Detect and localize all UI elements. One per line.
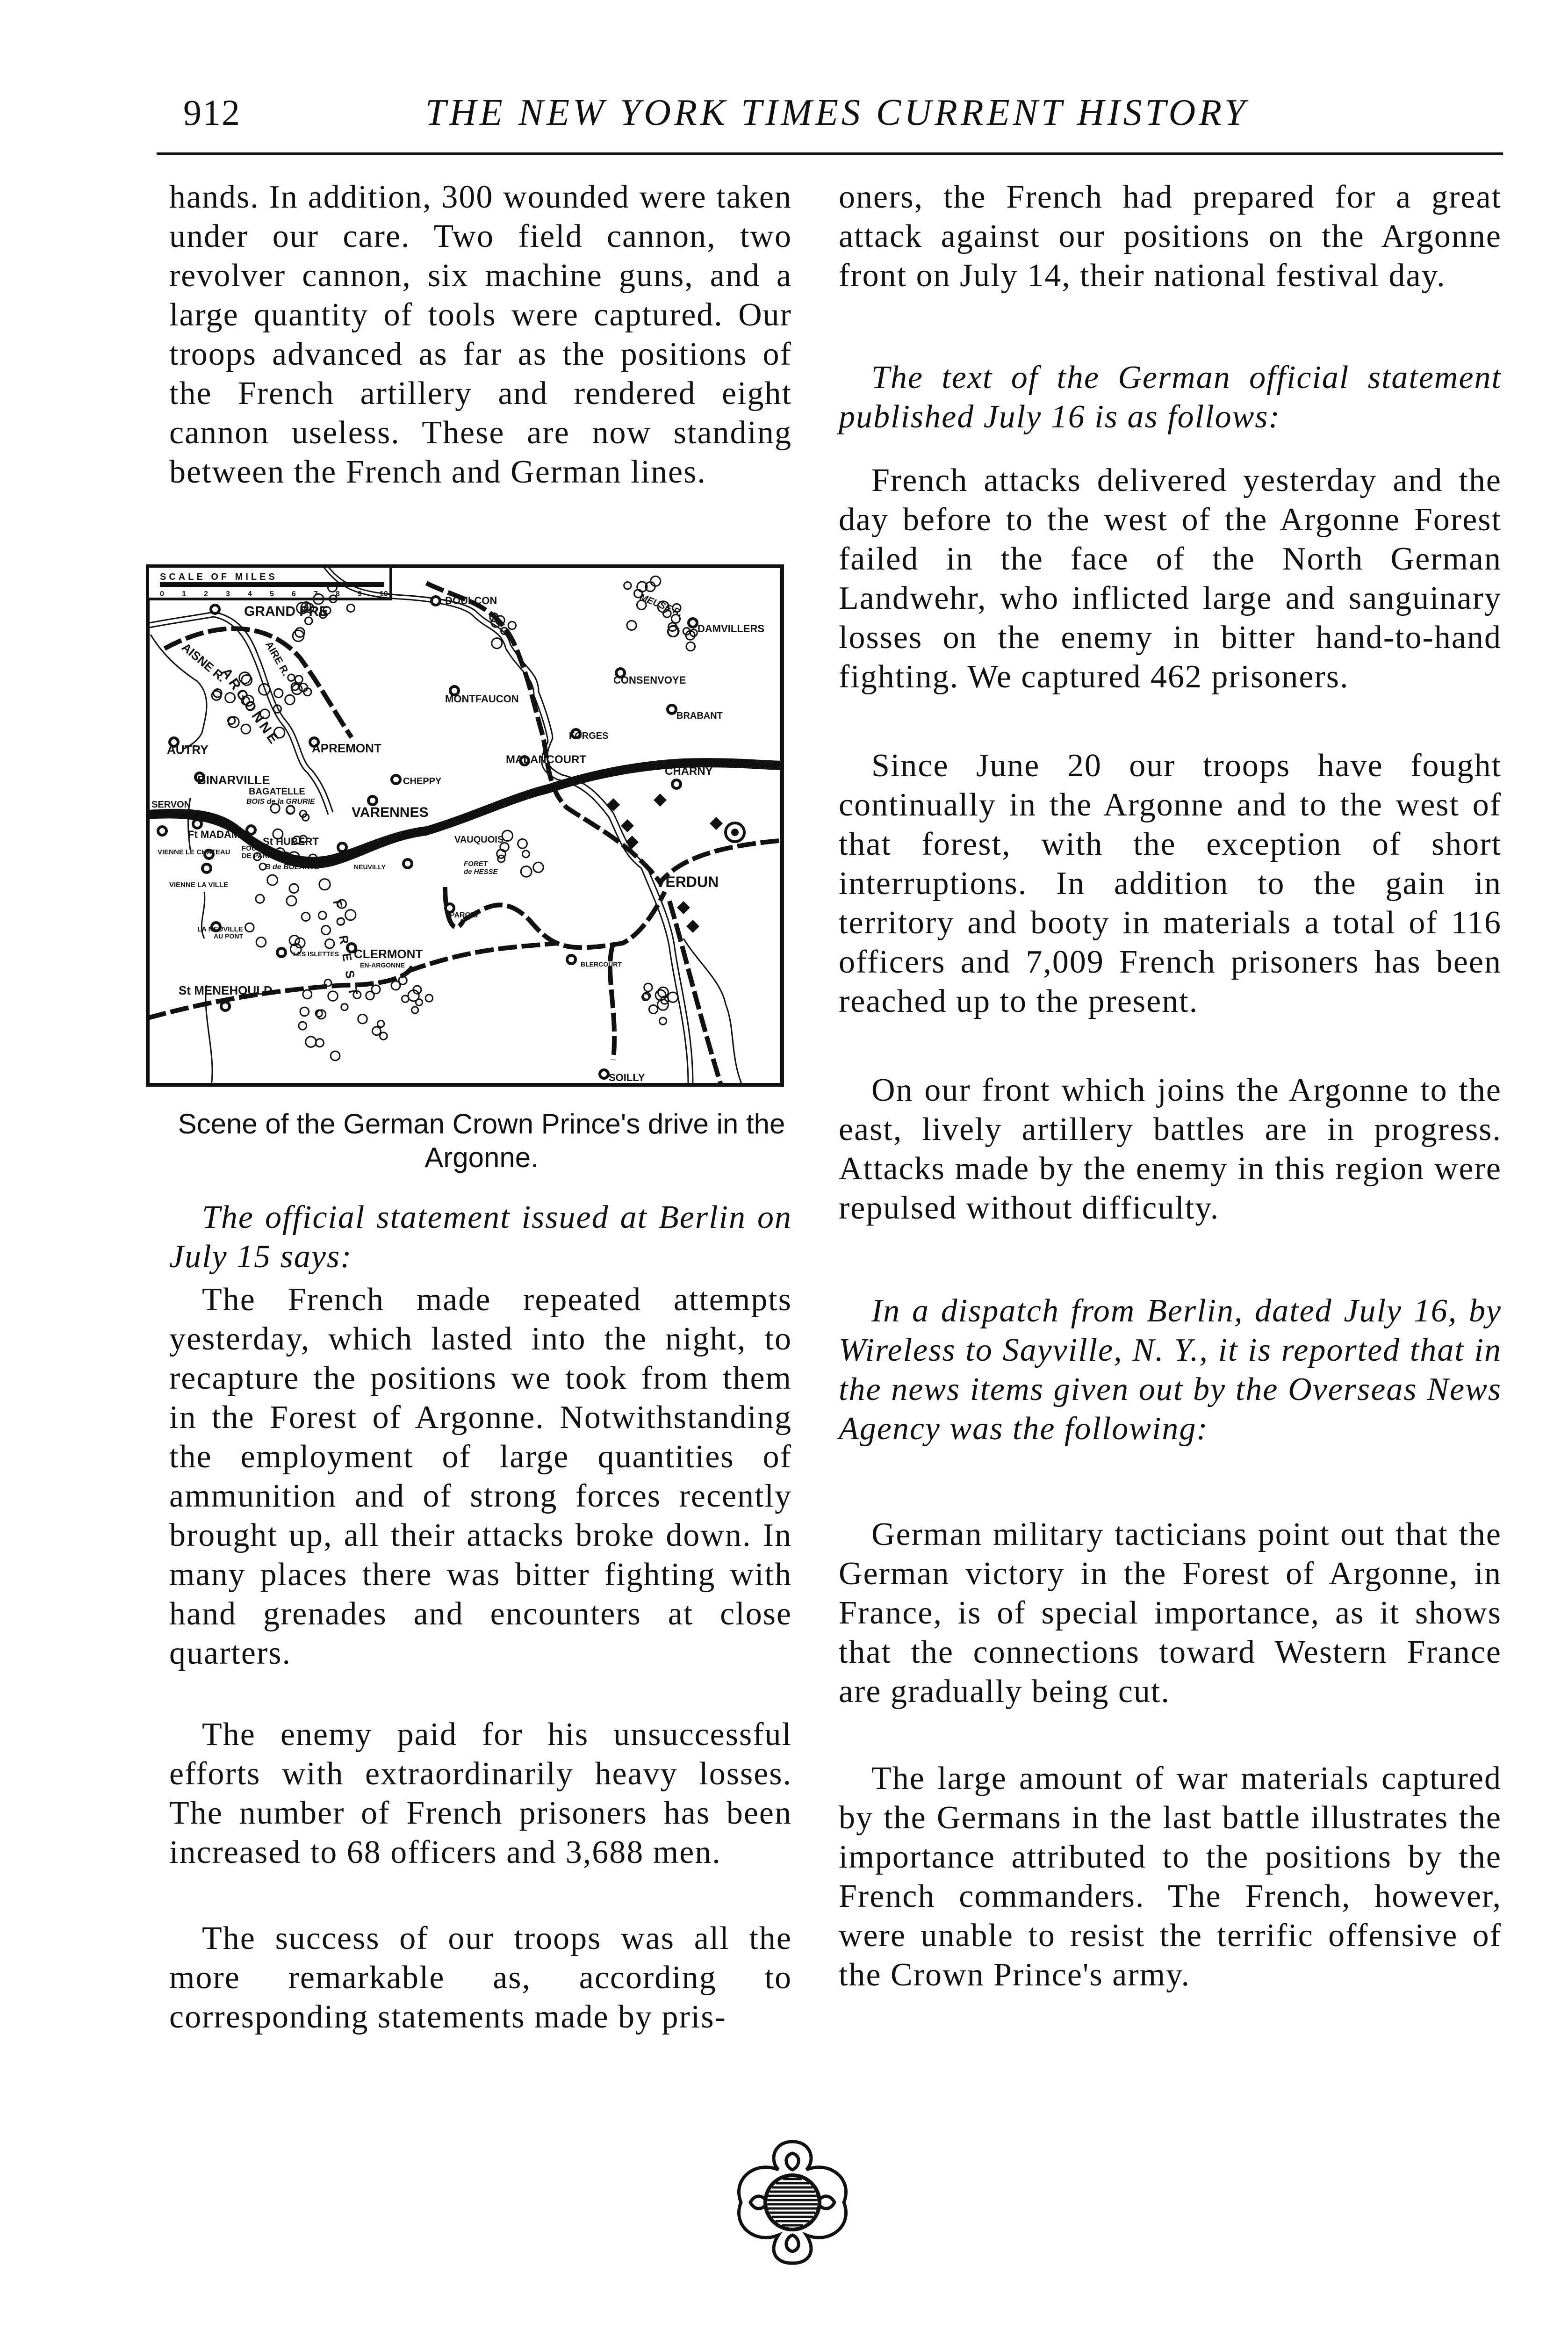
right-paragraph-6: The large amount of war materials captured by the Germans in the last battle illustrates the importance attributed to the positions by the French commanders. The French, however, were unable to resist the terrific offensive of the Crown Prince's army. (839, 1761, 1502, 1993)
town-marker (567, 955, 575, 964)
label-ft-madame: Ft MADAME (188, 829, 247, 840)
label-bagatelle: BAGATELLE (249, 787, 305, 797)
scale-tick-label: 8 (336, 590, 340, 598)
label-au-pont: AU PONT (214, 932, 243, 940)
label-la-neuville: LA NEUVILLE (197, 925, 243, 933)
label-blercourt: BLERCOURT (581, 960, 622, 968)
scale-title: SCALE OF MILES (160, 572, 278, 582)
label-varennes: VARENNES (352, 805, 429, 820)
town-marker (247, 826, 255, 834)
town-marker (221, 1002, 230, 1010)
label-brabant: BRABANT (676, 711, 723, 721)
scale-tick-label: 6 (292, 590, 296, 598)
town-marker (668, 705, 676, 714)
label-four: FOUR (242, 844, 262, 852)
town-marker (689, 619, 697, 627)
label-les-islettes: LES ISLETTES (293, 950, 339, 958)
label-bolante: B de BOLANTE (265, 863, 320, 871)
label-st-hubert: St HUBERT (263, 836, 319, 847)
town-marker (211, 605, 219, 613)
label-doulcon: DOULCON (445, 595, 497, 606)
town-marker (158, 827, 166, 835)
scale-of-miles (148, 566, 391, 599)
right-paragraph-2: French attacks delivered yesterday and the day before to the west of the Argonne Forest failed in the face of the North German Landwehr, who inflicted large and sanguinary losses on the enemy in bitter hand-to-hand fighting. We captured 462 prisoners. (839, 462, 1502, 695)
town-marker (368, 796, 377, 805)
label-forest: FOREST (330, 899, 362, 1006)
scale-tick-label: 3 (226, 590, 230, 598)
scale-tick-label: 4 (248, 590, 252, 598)
town-marker (600, 1070, 608, 1078)
town-marker (277, 948, 286, 957)
label-bois-grurie: BOIS de la GRURIE (246, 798, 315, 806)
scale-tick-label: 10 (380, 590, 388, 598)
map-caption: Scene of the German Crown Prince's drive in the Argonne. (178, 1108, 785, 1173)
label-soilly: SOILLY (609, 1072, 645, 1083)
label-consenvoye: CONSENVOYE (613, 674, 686, 686)
left-paragraph-2: The French made repeated attempts yesterday, which lasted into the night, to recapture the positions we took from them in the Forest of Argonne. Notwithstanding the employment of large quantities of ammunition and of strong forces recently brought up, all their attacks broke down. In many places there was bitter fighting with hand grenades and encounters at close quarters. (169, 1282, 792, 1671)
town-marker (392, 775, 400, 784)
town-marker (432, 597, 440, 605)
label-forges: FORGES (569, 731, 609, 741)
label-malancourt: MALANCOURT (506, 753, 586, 766)
label-st-menehould: St MENEHOULD (179, 983, 273, 997)
right-paragraph-3: Since June 20 our troops have fought continually in the Argonne and to the west of that forest, with the exception of short interruptions. In addition to the gain in territory and booty in materials a total of 116 officers and 7,009 French prisoners has been reached up to the present. (839, 748, 1502, 1019)
running-title: THE NEW YORK TIMES CURRENT HISTORY (425, 92, 1249, 133)
label-vienne-ville: VIENNE LA VILLE (169, 881, 229, 889)
label-parois: PAROIS (450, 911, 478, 919)
label-charny: CHARNY (665, 765, 713, 778)
right-intro-2: In a dispatch from Berlin, dated July 16, by Wireless to Sayville, N. Y., it is reported that in the news items given out by the Overseas News Agency was the following: (839, 1293, 1502, 1447)
scale-tick-label: 9 (358, 590, 362, 598)
label-autry: AUTRY (167, 743, 209, 757)
label-cheppy: CHEPPY (403, 776, 442, 787)
town-marker (403, 859, 412, 868)
label-en-argonne: EN-ARGONNE (360, 961, 405, 969)
label-grand-pre: GRAND PRE (244, 604, 329, 619)
label-aisne: AISNE R. (179, 640, 229, 685)
label-damvillers: DAMVILLERS (698, 623, 764, 635)
argonne-map (146, 564, 784, 1087)
label-neuvilly: NEUVILLY (354, 863, 386, 871)
label-argonne: ARGONNE (218, 665, 283, 749)
right-paragraph-4: On our front which joins the Argonne to the east, lively artillery battles are in progress. Attacks made by the enemy in this region were repulsed without difficulty. (839, 1072, 1502, 1226)
town-marker (338, 843, 346, 851)
page-number: 912 (183, 92, 241, 133)
label-meuse: MEUSE R. (638, 592, 684, 619)
left-paragraph-1: hands. In addition, 300 wounded were taken under our care. Two field cannon, two revolver cannon, six machine guns, and a large quantity of tools were captured. Our troops advanced as far as the positions of the French artillery and rendered eight cannon useless. These are now standing between the French and German lines. (169, 179, 792, 490)
label-aire: AIRE R. (263, 639, 292, 678)
scale-tick-label: 2 (204, 590, 208, 598)
label-de-paris: DE PARIS (242, 852, 274, 860)
scale-tick-label: 7 (314, 590, 318, 598)
right-paragraph-5: German military tacticians point out that the German victory in the Forest of Argonne, in France, is of special importance, as it shows that the connections toward Western France are gradually being cut. (839, 1516, 1502, 1710)
label-vienne-chateau: VIENNE LE CHATEAU (158, 848, 230, 856)
town-marker (672, 780, 681, 788)
label-de-hesse: de HESSE (464, 868, 498, 876)
scale-tick-label: 1 (182, 590, 186, 598)
scale-tick-label: 5 (270, 590, 274, 598)
left-paragraph-4: The success of our troops was all the more remarkable as, according to corresponding statements made by pris- (169, 1920, 792, 2035)
label-clermont: CLERMONT (354, 947, 423, 961)
label-binarville: BINARVILLE (197, 773, 270, 787)
scale-tick-label: 0 (160, 590, 164, 598)
label-montfaucon: MONTFAUCON (445, 693, 519, 705)
left-intro-statement: The official statement issued at Berlin on July 15 says: (169, 1199, 792, 1275)
label-verdun: VERDUN (655, 873, 719, 890)
town-marker (193, 820, 201, 828)
left-paragraph-3: The enemy paid for his unsuccessful efforts with extraordinarily heavy losses. The number of French prisoners has been increased to 68 officers and 3,688 men. (169, 1717, 792, 1870)
decorative-ornament (722, 2132, 863, 2273)
town-marker (202, 864, 211, 873)
header-rule (157, 152, 1503, 155)
label-foret: FORET (464, 860, 488, 868)
right-intro-1: The text of the German official statement published July 16 is as follows: (839, 360, 1502, 435)
label-servon: SERVON (151, 800, 191, 810)
label-vauquois: VAUQUOIS (454, 835, 504, 845)
right-paragraph-1: oners, the French had prepared for a great attack against our positions on the Argonne front on July 14, their national festival day. (839, 179, 1502, 294)
label-apremont: APREMONT (312, 741, 381, 755)
